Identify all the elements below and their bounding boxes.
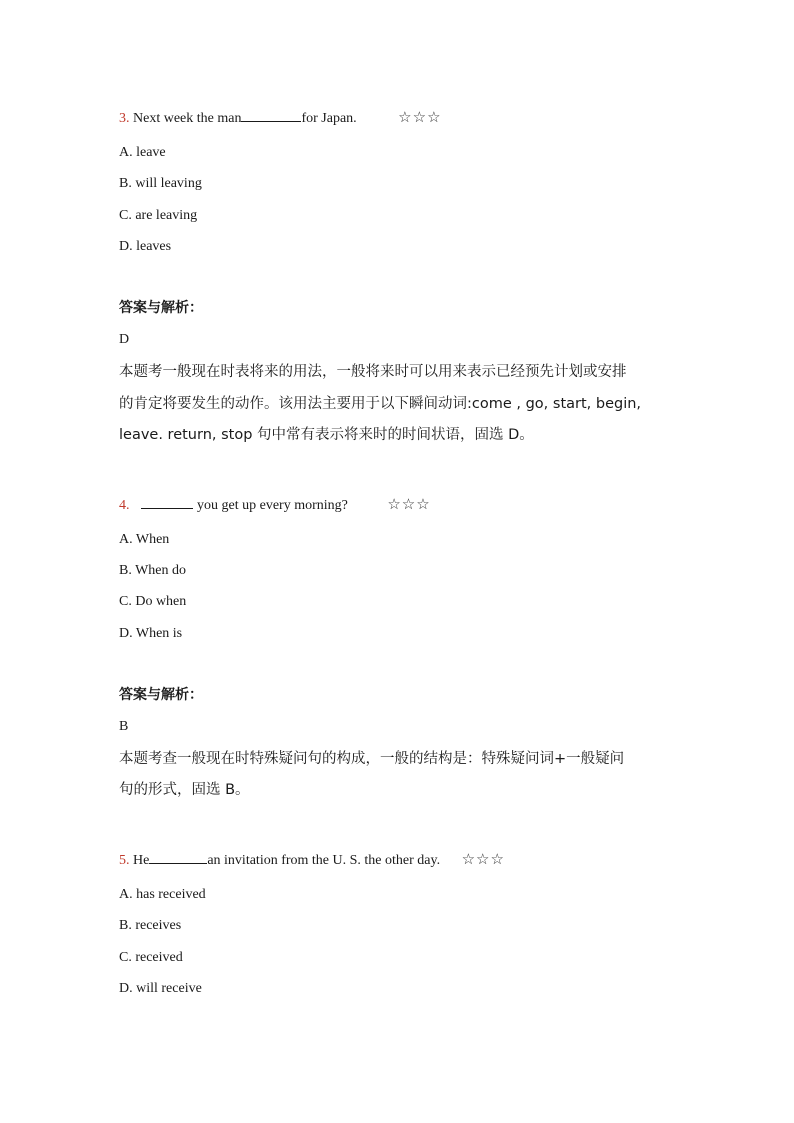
explanation-line: leave. return, stop 句中常有表示将来时的时间状语，固选 D。 [119,427,534,443]
option-c: C. received [119,950,183,965]
option-b: B. will leaving [119,176,202,191]
option-c: C. are leaving [119,208,198,223]
question-text-after: for Japan. [301,111,357,126]
answer-value: D [119,332,130,347]
difficulty-stars: ☆☆☆ [398,108,442,126]
option-b: B. When do [119,563,187,578]
option-a: A. When [119,532,170,547]
question-number: 3. [119,111,130,126]
option-d: D. When is [119,626,183,641]
question-3-stem [119,107,442,129]
answer-heading: 答案与解析： [119,300,203,316]
question-5-stem [119,849,505,871]
difficulty-stars: ☆☆☆ [461,850,505,868]
answer-heading: 答案与解析： [119,687,203,703]
option-a: A. leave [119,145,166,160]
question-text-after: an invitation from the U. S. the other day. [207,853,441,868]
question-number: 4. [119,498,130,513]
explanation-line: 的肯定将要发生的动作。该用法主要用于以下瞬间动词:come , go, start, begin, [119,396,642,412]
option-d: D. will receive [119,981,202,996]
option-a: A. has received [119,887,206,902]
question-4-stem [119,494,431,516]
question-text-before: He [133,853,150,868]
answer-blank [149,850,207,864]
difficulty-stars: ☆☆☆ [387,495,431,513]
explanation-line: 本题考查一般现在时特殊疑问句的构成，一般的结构是：特殊疑问词+一般疑问 [119,751,625,767]
option-c: C. Do when [119,594,187,609]
option-d: D. leaves [119,239,172,254]
answer-blank [141,495,193,509]
explanation-line: 本题考一般现在时表将来的用法，一般将来时可以用来表示已经预先计划或安排 [119,364,627,380]
explanation-line: 句的形式，固选 B。 [119,782,250,798]
answer-value: B [119,719,129,734]
question-text-before: Next week the man [133,111,242,126]
answer-blank [241,108,301,122]
question-number: 5. [119,853,130,868]
option-b: B. receives [119,918,182,933]
question-text-after: you get up every morning? [197,498,348,513]
